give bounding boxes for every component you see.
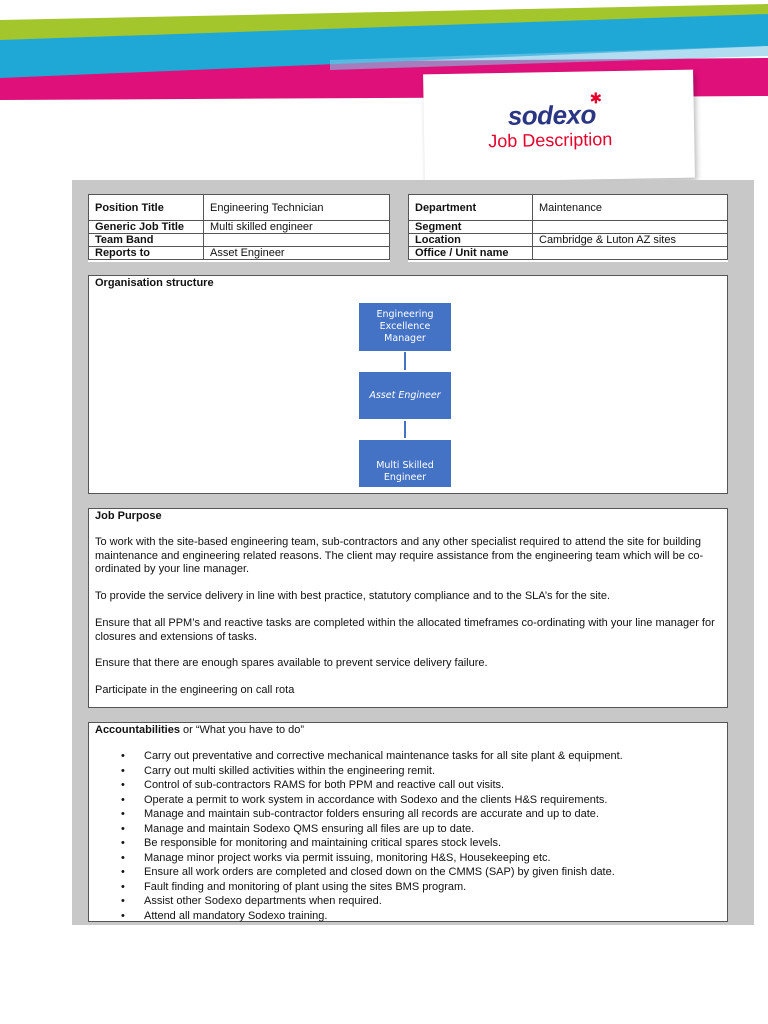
sodexo-logo: sodexo <box>507 99 597 131</box>
accountabilities-list <box>95 749 715 923</box>
table-row <box>89 195 390 221</box>
job-purpose-section <box>88 508 728 708</box>
list-item: • Manage and maintain Sodexo QMS ensuring all files are up to date. <box>95 822 715 837</box>
list-item: • Carry out preventative and corrective mechanical maintenance tasks for all site plant & equipment. <box>95 749 715 764</box>
list-item: • Control of sub-contractors RAMS for both PPM and reactive call out visits. <box>95 778 715 793</box>
field-value <box>533 247 728 260</box>
purpose-paragraph: Participate in the engineering on call rota <box>95 684 295 696</box>
list-item: • Attend all mandatory Sodexo training. <box>95 909 715 924</box>
org-structure-section <box>88 275 728 494</box>
accountabilities-title <box>95 724 304 736</box>
field-value: Engineering Technician <box>204 195 390 221</box>
field-label: Reports to <box>89 247 204 260</box>
list-item: • Be responsible for monitoring and maintaining critical spares stock levels. <box>95 836 715 851</box>
info-table-left-grid <box>88 194 390 260</box>
purpose-paragraph: Ensure that there are enough spares available to prevent service delivery failure. <box>95 657 488 669</box>
table-row <box>409 234 728 247</box>
list-item: • Manage and maintain sub-contractor folders ensuring all records are accurate and up to date. <box>95 807 715 822</box>
field-value <box>533 221 728 234</box>
table-row <box>409 195 728 221</box>
field-label: Segment <box>409 221 533 234</box>
logo-star-icon: ✱ <box>589 90 603 108</box>
table-row <box>89 247 390 260</box>
info-table-left <box>88 194 390 262</box>
list-item: • Operate a permit to work system in accordance with Sodexo and the clients H&S requirements. <box>95 793 715 808</box>
org-connector <box>404 352 406 370</box>
accountabilities-title-bold: Accountabilities <box>95 724 180 736</box>
field-label: Office / Unit name <box>409 247 533 260</box>
field-value: Asset Engineer <box>204 247 390 260</box>
document-title: Job Description <box>488 129 613 152</box>
list-item: • Assist other Sodexo departments when required. <box>95 894 715 909</box>
table-row <box>409 221 728 234</box>
purpose-paragraph: To provide the service delivery in line with best practice, statutory compliance and to the SLA’s for the site. <box>95 590 611 602</box>
list-item: • Fault finding and monitoring of plant using the sites BMS program. <box>95 880 715 895</box>
field-value: Cambridge & Luton AZ sites <box>533 234 728 247</box>
field-label: Location <box>409 234 533 247</box>
field-value: Multi skilled engineer <box>204 221 390 234</box>
accountabilities-section <box>88 722 728 922</box>
accountabilities-title-rest: or “What you have to do” <box>179 724 305 736</box>
field-label: Position Title <box>89 195 204 221</box>
info-table-right <box>408 194 728 262</box>
list-item: • Carry out multi skilled activities within the engineering remit. <box>95 764 715 779</box>
info-table-right-grid <box>408 194 728 260</box>
job-purpose-title: Job Purpose <box>95 510 162 522</box>
org-structure-title: Organisation structure <box>95 277 214 289</box>
field-label: Generic Job Title <box>89 221 204 234</box>
table-row <box>89 234 390 247</box>
purpose-paragraph: Ensure that all PPM’s and reactive tasks are completed within the allocated timeframes co-ordinating with your line manager for closures and extensions of tasks. <box>95 617 715 643</box>
org-node-asset-engineer: Asset Engineer <box>359 372 451 419</box>
table-row <box>89 221 390 234</box>
list-item: • Ensure all work orders are completed and closed down on the CMMS (SAP) by given finish date. <box>95 865 715 880</box>
field-value <box>204 234 390 247</box>
table-row <box>409 247 728 260</box>
org-connector <box>404 421 406 438</box>
list-item: • Manage minor project works via permit issuing, monitoring H&S, Housekeeping etc. <box>95 851 715 866</box>
purpose-paragraph: To work with the site-based engineering team, sub-contractors and any other specialist required to attend the site for building maintenance and engineering related reasons. The client may require assistance from the engineering team which will be co-ordinated by your line manager. <box>95 536 704 575</box>
org-node-engineering-excellence-manager: Engineering Excellence Manager <box>359 303 451 351</box>
field-value: Maintenance <box>533 195 728 221</box>
field-label: Team Band <box>89 234 204 247</box>
logo-card <box>423 70 695 183</box>
org-node-multi-skilled-engineer: Multi Skilled Engineer <box>359 440 451 487</box>
field-label: Department <box>409 195 533 221</box>
